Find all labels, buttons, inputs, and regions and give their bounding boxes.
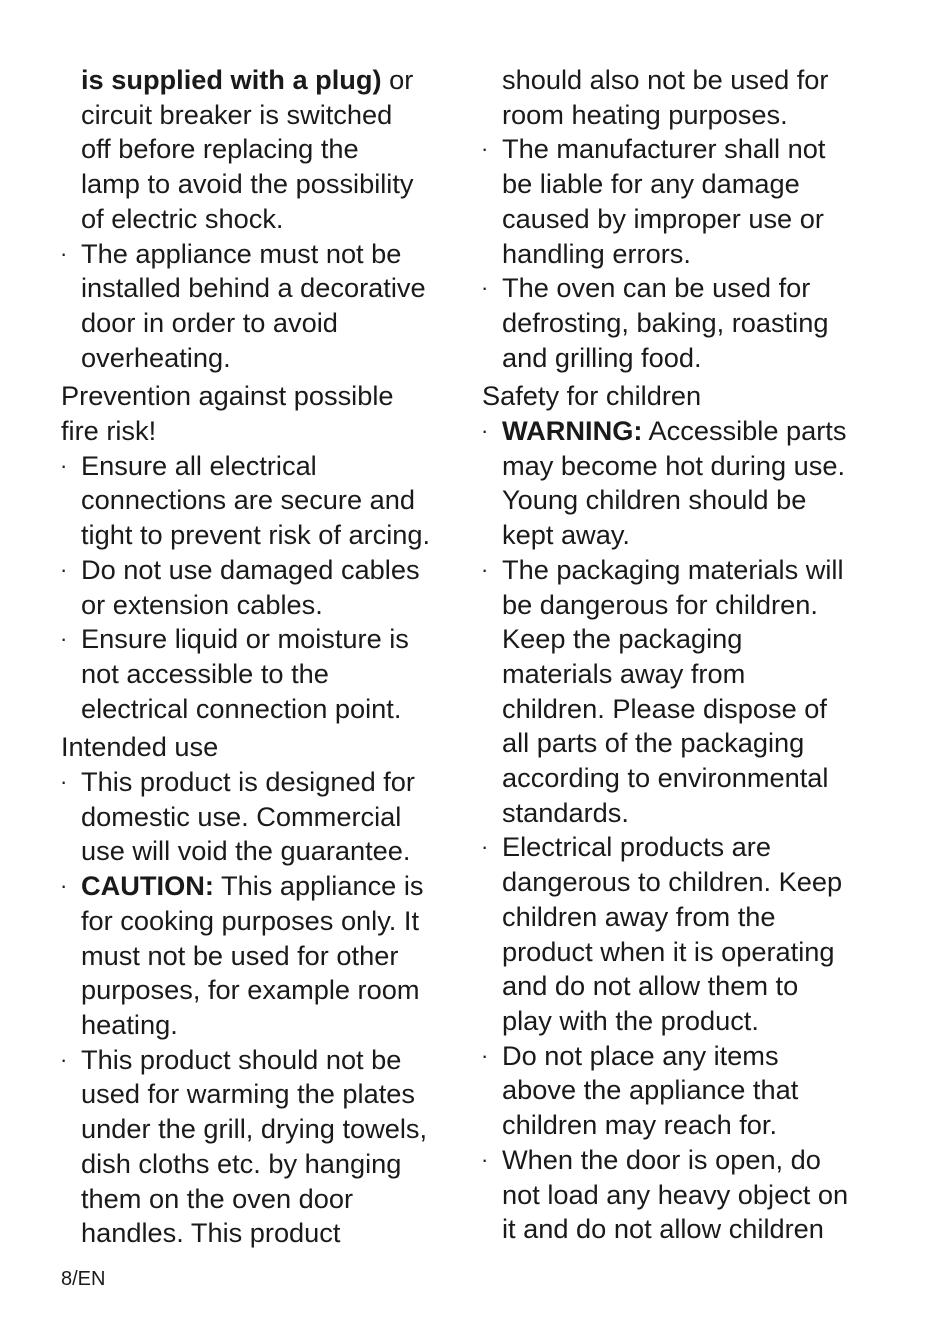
bullet-icon: · [60,769,68,795]
heading-fire-risk: Prevention against possible fire risk! [61,380,394,447]
list-item: · Ensure all electrical connections are secure and tight to prevent risk of arcing. [60,449,431,551]
list-item-caution: · CAUTION: This appliance is for cooking purposes only. It must not be used for other purposes, for example room heating. [60,870,424,1040]
list-item: · Ensure liquid or moisture is not accessible to the electrical connection point. [60,623,409,724]
bullet-icon: · [60,556,68,582]
bullet-icon: · [60,873,68,899]
list-item: · This product is designed for domestic use. Commercial use will void the guarantee. [60,766,415,867]
list-item-warning: · WARNING: Accessible parts may become hot during use. Young children should be kept away. [481,415,847,551]
list-item-continued: is supplied with a plug) or circuit breaker is switched off before replacing the lamp to avoid the possibility of electric shock. [81,64,414,234]
right-column [482,63,874,1251]
left-column [61,63,461,1255]
bullet-icon: · [60,626,68,652]
bullet-icon: · [481,1146,489,1172]
bullet-icon: · [481,136,489,162]
list-item: · Do not place any items above the appliance that children may reach for. [481,1039,799,1141]
list-item-continued: should also not be used for room heating purposes. [502,64,829,130]
electrical-safety-list [61,63,461,375]
bullet-icon: · [60,240,68,266]
list-item: · The manufacturer shall not be liable for any damage caused by improper use or handling errors. [481,133,826,269]
list-item: · When the door is open, do not load any heavy object on it and do not allow children [481,1143,849,1245]
bullet-icon: · [60,1046,68,1072]
intended-use-list-continued [482,63,874,375]
list-item: · The packaging materials will be dangerous for children. Keep the packaging materials away from children. Please dispose of all parts of the packaging according to environmental standards. [481,553,844,828]
warning-label: WARNING: [502,415,643,447]
bullet-icon: · [60,452,68,478]
bullet-icon: · [481,1042,489,1068]
bullet-icon: · [481,556,489,582]
list-item-decorative-door: · The appliance must not be installed behind a decorative door in order to avoid overheating. [60,237,426,373]
list-item: · Do not use damaged cables or extension cables. [60,553,420,620]
list-item: · The oven can be used for defrosting, baking, roasting and grilling food. [481,272,829,373]
list-item: · Electrical products are dangerous to children. Keep children away from the product when it is operating and do not allow them to play with the product. [481,831,843,1036]
page-number: 8/EN [61,1268,106,1290]
children-safety-list [482,414,874,1247]
intended-use-list [61,765,461,1251]
heading-safety-for-children: Safety for children [482,380,702,412]
fire-risk-list [61,449,461,727]
bullet-icon: · [481,834,489,860]
caution-label: CAUTION: [81,870,214,902]
heading-intended-use: Intended use [61,731,219,763]
bullet-icon: · [481,275,489,301]
list-item: · This product should not be used for warming the plates under the grill, drying towels, dish cloths etc. by hanging them on the oven door handles. This product [60,1043,428,1249]
bold-lead: is supplied with a plug) [81,64,382,95]
bullet-icon: · [481,418,489,444]
